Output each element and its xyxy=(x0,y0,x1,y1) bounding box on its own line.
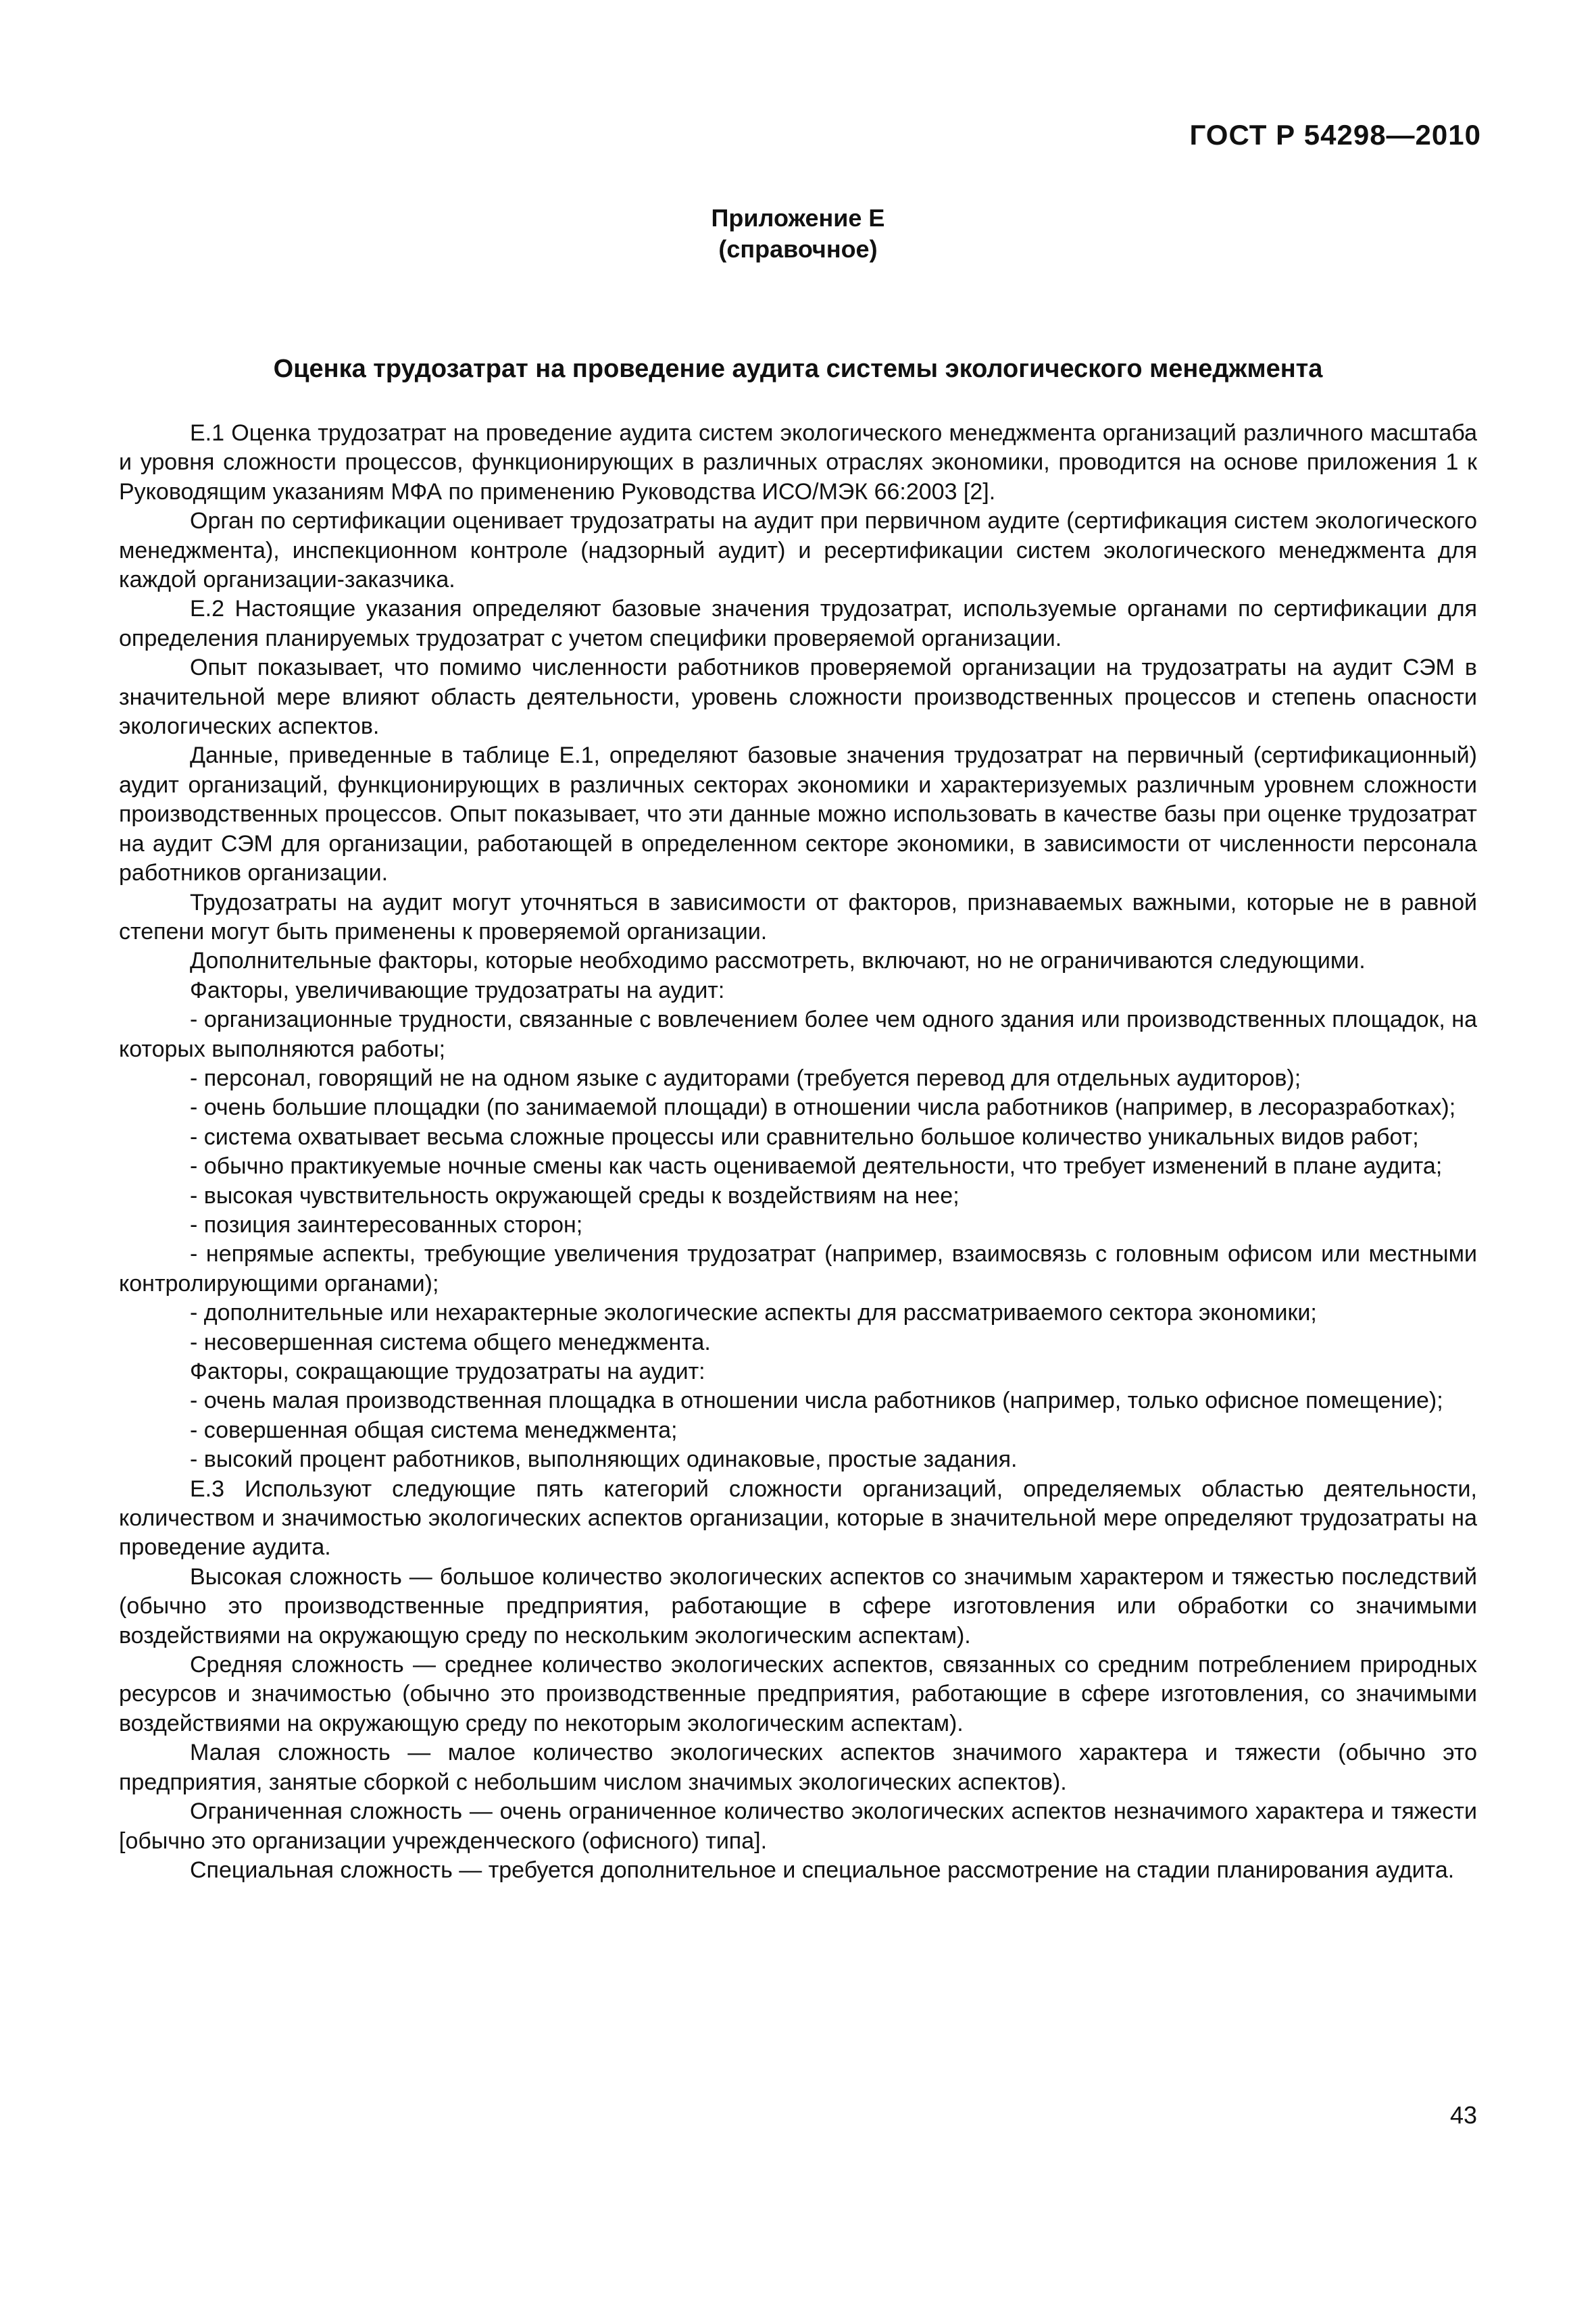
paragraph: - высокая чувствительность окружающей среды к воздействиям на нее; xyxy=(190,1182,959,1209)
paragraph: Дополнительные факторы, которые необходимо рассмотреть, включают, но не ограничиваются следующими. xyxy=(190,948,1366,974)
paragraph: Трудозатраты на аудит могут уточняться в зависимости от факторов, признаваемых важными, которые не в равной степени могут быть применены к проверяемой организации. xyxy=(119,889,1477,945)
paragraph: Специальная сложность — требуется дополнительное и специальное рассмотрение на стадии планирования аудита. xyxy=(190,1857,1455,1883)
paragraph: - персонал, говорящий не на одном языке с аудиторами (требуется перевод для отдельных аудиторов); xyxy=(190,1065,1301,1091)
paragraph: - обычно практикуемые ночные смены как часть оцениваемой деятельности, что требует изменений в плане аудита; xyxy=(190,1153,1443,1180)
paragraph: Малая сложность — малое количество экологических аспектов значимого характера и тяжести (обычно это предприятия, занятые сборкой с небольшим числом значимых экологических аспектов). xyxy=(119,1740,1477,1795)
appendix-type: (справочное) xyxy=(718,235,878,263)
paragraph: Факторы, увеличивающие трудозатраты на аудит: xyxy=(190,977,725,1003)
page-number: 43 xyxy=(1449,2101,1477,2129)
paragraph: - совершенная общая система менеджмента; xyxy=(190,1417,678,1443)
paragraph: Высокая сложность — большое количество экологических аспектов со значимым характером и тяжестью последствий (обычно это производственные предприятия, работающие в сфере изготовления или обработки со значимыми воздействиями на окружающую среду по нескольким экологическим аспектам). xyxy=(119,1563,1477,1649)
paragraph: - организационные трудности, связанные с вовлечением более чем одного здания или производственных площадок, на которых выполняются работы; xyxy=(119,1007,1477,1062)
body-text xyxy=(119,419,1477,1885)
paragraph: Ограниченная сложность — очень ограниченное количество экологических аспектов незначимого характера и тяжести [обычно это организации учрежденческого (офисного) типа]. xyxy=(119,1799,1477,1854)
appendix-heading xyxy=(0,203,1596,265)
paragraph: - несовершенная система общего менеджмента. xyxy=(190,1329,711,1355)
paragraph: Опыт показывает, что помимо численности работников проверяемой организации на трудозатраты на аудит СЭМ в значительной мере влияют область деятельности, уровень сложности производственных процессов и степень опасности экологических аспектов. xyxy=(119,655,1477,740)
paragraph: - система охватывает весьма сложные процессы или сравнительно большое количество уникальных видов работ; xyxy=(190,1124,1419,1150)
standard-id: ГОСТ Р 54298—2010 xyxy=(1189,119,1481,151)
paragraph: - позиция заинтересованных сторон; xyxy=(190,1211,583,1238)
paragraph: Средняя сложность — среднее количество экологических аспектов, связанных со средним потреблением природных ресурсов и значимостью (обычно это производственные предприятия, работающие в сфере изготовления, со значимыми воздействиями на окружающую среду по некоторым экологическим аспектам). xyxy=(119,1652,1477,1736)
paragraph: Факторы, сокращающие трудозатраты на аудит: xyxy=(190,1359,705,1384)
paragraph: Е.1 Оценка трудозатрат на проведение аудита систем экологического менеджмента организаций различного масштаба и уровня сложности процессов, функционирующих в различных отраслях экономики, проводится на основе приложения 1 к Руководящим указаниям МФА по применению Руководства ИСО/МЭК 66:2003 [2]. xyxy=(119,420,1477,505)
paragraph: Орган по сертификации оценивает трудозатраты на аудит при первичном аудите (сертификация систем экологического менеджмента), инспекционном контроле (надзорный аудит) и ресертификации систем экологического менеджмента для каждой организации-заказчика. xyxy=(119,508,1477,593)
paragraph: Е.3 Используют следующие пять категорий сложности организаций, определяемых областью деятельности, количеством и значимостью экологических аспектов организации, которые в значительной мере определяют трудозатраты на проведение аудита. xyxy=(119,1476,1477,1561)
paragraph: Е.2 Настоящие указания определяют базовые значения трудозатрат, используемые органами по сертификации для определения планируемых трудозатрат с учетом специфики проверяемой организации. xyxy=(119,596,1477,651)
paragraph: - дополнительные или нехарактерные экологические аспекты для рассматриваемого сектора экономики; xyxy=(190,1300,1317,1326)
paragraph: - очень большие площадки (по занимаемой площади) в отношении числа работников (например, в лесоразработках); xyxy=(190,1095,1456,1121)
paragraph: - высокий процент работников, выполняющих одинаковые, простые задания. xyxy=(190,1447,1018,1473)
paragraph: - непрямые аспекты, требующие увеличения трудозатрат (например, взаимосвязь с головным офисом или местными контролирующими органами); xyxy=(119,1241,1477,1297)
paragraph: Данные, приведенные в таблице Е.1, определяют базовые значения трудозатрат на первичный (сертификационный) аудит организаций, функционирующих в различных секторах экономики и характеризуемых различным уровнем сложности производственных процессов. Опыт показывает, что эти данные можно использовать в качестве базы при оценке трудозатрат на аудит СЭМ для организации, работающей в определенном секторе экономики, в зависимости от численности персонала работников организации. xyxy=(119,743,1477,886)
document-title: Оценка трудозатрат на проведение аудита системы экологического менеджмента xyxy=(273,355,1323,383)
paragraph: - очень малая производственная площадка в отношении числа работников (например, только офисное помещение); xyxy=(190,1388,1443,1414)
appendix-label: Приложение Е xyxy=(711,204,885,232)
